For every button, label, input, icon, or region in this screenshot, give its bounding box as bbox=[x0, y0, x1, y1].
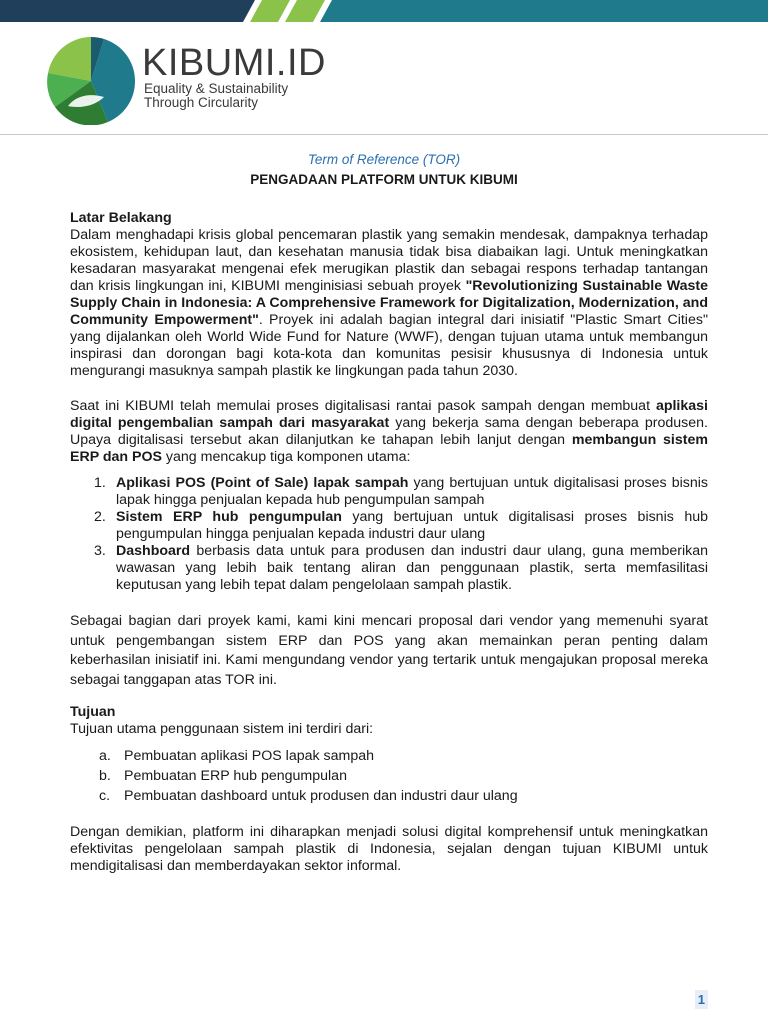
latar-p1-text-a: Dalam menghadapi krisis global pencemaran plastik yang semakin mendesak, dampaknya terhadap ekosistem, kehidupan laut, dan kesehatan manusia tidak bisa diabaikan lagi. Untuk meningkatkan kesadaran masyarakat mengenai efek merugikan plastik dan sebagai respons terhadap tantangan dan krisis lingkungan ini, KIBUMI menginisiasi sebuah proyek bbox=[70, 227, 708, 294]
latar-p2-text-a: Saat ini KIBUMI telah memulai proses digitalisasi rantai pasok sampah dengan membuat bbox=[70, 398, 656, 414]
tujuan-intro: Tujuan utama penggunaan sistem ini terdiri dari: bbox=[70, 721, 374, 738]
latar-p2-text-c: yang mencakup tiga komponen utama: bbox=[161, 449, 411, 465]
latar-p1-text-b: . Proyek ini adalah bagian integral dari inisiatif "Plastic Smart Cities" yang dijalankan oleh World Wide Fund for Nature (WWF), dengan tujuan utama untuk membangun inspirasi dan dorongan bagi kota-kota dan komunitas pesisir khususnya di Indonesia untuk mengurangi masuknya sampah plastik ke lingkungan pada tahun 2030. bbox=[70, 312, 708, 379]
tagline-line-1: Equality & Sustainability bbox=[144, 81, 289, 96]
document-title: PENGADAAN PLATFORM UNTUK KIBUMI bbox=[250, 172, 518, 187]
list-item bbox=[70, 766, 708, 786]
list-marker: 3. bbox=[94, 543, 106, 559]
tagline-line-2: Through Circularity bbox=[144, 95, 259, 110]
list-item bbox=[70, 509, 708, 543]
list-item bbox=[70, 786, 708, 806]
kibumi-logo bbox=[46, 37, 346, 127]
list-item-bold: Dashboard bbox=[116, 543, 191, 559]
brand-tagline bbox=[144, 82, 288, 110]
list-item bbox=[70, 746, 708, 766]
latar-p2-bold-1: aplikasi digital pengembalian sampah dari masyarakat bbox=[70, 398, 708, 431]
header-divider bbox=[0, 134, 768, 135]
component-list bbox=[70, 475, 708, 594]
brand-name: KIBUMI.ID bbox=[142, 42, 326, 84]
list-marker: a. bbox=[99, 748, 111, 765]
heading-tujuan: Tujuan bbox=[70, 704, 116, 721]
latar-paragraph-2 bbox=[70, 398, 708, 466]
tujuan-list bbox=[70, 746, 708, 806]
list-item-text: berbasis data untuk para produsen dan industri daur ulang, guna memberikan wawasan yang lebih baik tentang aliran dan penggunaan plastik, serta memfasilitasi keputusan yang lebih tepat dalam pengelolaan sampah plastik. bbox=[116, 543, 708, 593]
latar-p2-bold-2: membangun sistem ERP dan POS bbox=[70, 432, 708, 465]
tujuan-closing: Dengan demikian, platform ini diharapkan menjadi solusi digital komprehensif untuk meningkatkan efektivitas pengelolaan sampah plastik di Indonesia, sejalan dengan tujuan KIBUMI untuk mendigitalisasi dan memberdayakan sektor informal. bbox=[70, 824, 708, 875]
page-number: 1 bbox=[695, 990, 708, 1009]
list-item-text: yang bertujuan untuk digitalisasi proses bisnis lapak hingga penjualan kepada hub pengumpulan sampah bbox=[116, 475, 708, 508]
list-item bbox=[70, 543, 708, 594]
list-item-text: yang bertujuan untuk digitalisasi proses bisnis hub pengumpulan hingga penjualan kepada industri daur ulang bbox=[116, 509, 708, 542]
latar-paragraph-1 bbox=[70, 227, 708, 380]
heading-latar-belakang: Latar Belakang bbox=[70, 210, 172, 226]
list-item-text: Pembuatan dashboard untuk produsen dan industri daur ulang bbox=[124, 788, 518, 805]
list-marker: 2. bbox=[94, 509, 106, 525]
kibumi-logo-icon bbox=[46, 37, 136, 125]
list-marker: c. bbox=[99, 788, 111, 805]
header-decorative-bar bbox=[0, 0, 768, 22]
latar-p2-text-b: yang bekerja sama dengan beberapa produsen. Upaya digitalisasi tersebut akan dilanjutkan ke tahapan lebih lanjut dengan bbox=[70, 415, 708, 448]
document-subtitle: Term of Reference (TOR) bbox=[307, 152, 461, 167]
list-item-bold: Sistem ERP hub pengumpulan bbox=[116, 509, 342, 525]
list-marker: 1. bbox=[94, 475, 106, 491]
list-item-text: Pembuatan ERP hub pengumpulan bbox=[124, 768, 347, 785]
list-item bbox=[70, 475, 708, 509]
list-item-bold: Aplikasi POS (Point of Sale) lapak sampah bbox=[116, 475, 409, 491]
document-body bbox=[70, 210, 708, 875]
latar-paragraph-3: Sebagai bagian dari proyek kami, kami kini mencari proposal dari vendor yang memenuhi syarat untuk pengembangan sistem ERP dan POS yang akan memainkan peran penting dalam keberhasilan inisiatif ini. Kami mengundang vendor yang tertarik untuk mengajukan proposal mereka sebagai tanggapan atas TOR ini. bbox=[70, 613, 708, 688]
project-title: "Revolutionizing Sustainable Waste Supply Chain in Indonesia: A Comprehensive Framework for Digitalization, Modernization, and Community Empowerment" bbox=[70, 278, 708, 328]
list-marker: b. bbox=[99, 768, 111, 785]
list-item-text: Pembuatan aplikasi POS lapak sampah bbox=[124, 748, 374, 765]
